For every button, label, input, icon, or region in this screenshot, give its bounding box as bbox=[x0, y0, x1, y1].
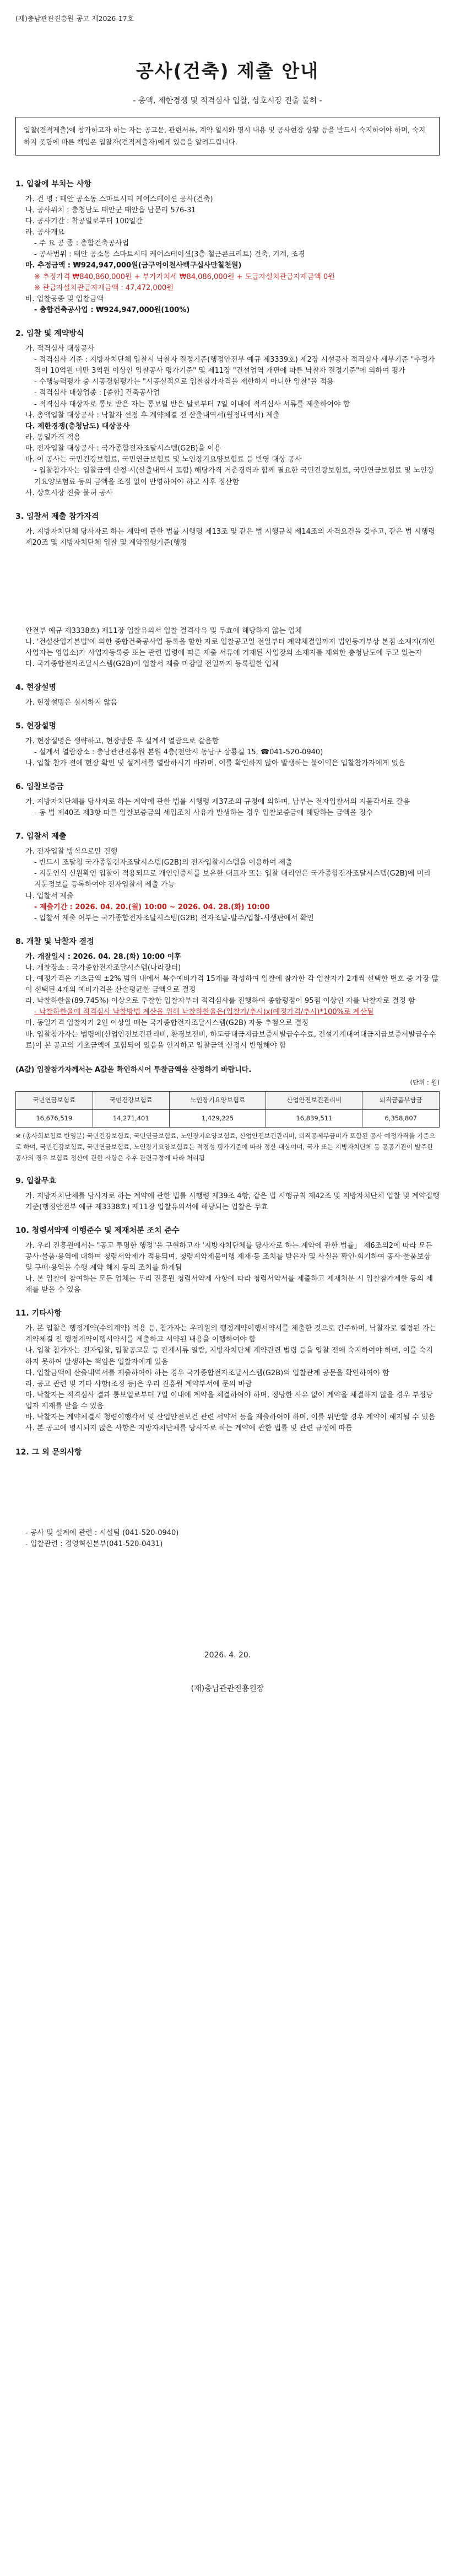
s11-item: 라. 공고 관련 및 기타 사항(조정 등)은 우리 진흥원 계약부서에 문의 바람 bbox=[25, 1380, 252, 1388]
table-header-cell: 국민연금보험료 bbox=[16, 1091, 93, 1109]
s10-item: 나. 본 입찰에 참여하는 모든 업체는 우리 진흥원 청렴서약제 사항에 따라 청렴서약서를 제출하고 제재처분 시 입찰참가제한 등의 제재를 받을 수 있음 bbox=[25, 1275, 433, 1295]
s1-item: 바. 입찰공종 및 입찰금액 bbox=[25, 294, 104, 303]
amount-remark: ※ (총사회보험료 반영분) 국민건강보험료, 국민연금보험료, 노인장기요양보험료, 산업안전보건관리비, 퇴직공제부금비가 포함된 공사 예정가격을 기준으로 하며, 국민건강보험료, 국민연금보험료, 노인장기요양보험료는 적정성 평가기준에 따라 정산 대상이며, 국가 또는 지방자치단체 등 공공기관이 발주한 공사의 경우 보험료 정산에 관한 사항은 추후 관련규정에 따라 처리됨 bbox=[15, 1132, 436, 1162]
s6-item: 가. 지방자치단체를 당사자로 하는 계약에 관한 법률 시행령 제37조의 규정에 의하며, 납부는 전자입찰서의 지불각서로 갈음 bbox=[25, 798, 410, 806]
s1-item: 나. 공사위치 : 충청남도 태안군 태안읍 남문리 576-31 bbox=[25, 206, 196, 214]
s11-item: 나. 입찰 참가자는 전자입찰, 입찰공고문 등 관계서류 열람, 지방자치단체 계약관련 법령 등을 입찰 전에 숙지하여야 하며, 이를 숙지하지 못하여 발생하는 책임은 입찰자에게 있음 bbox=[25, 1346, 433, 1366]
table-row bbox=[16, 1109, 440, 1128]
s2-item: - 입찰참가자는 입찰금액 산정 시(산출내역서 포함) 해당가격 거춘경력과 함께 필요한 국민건강보험료, 국민연금보험료 및 노인장기요양보험료 등의 금액을 조정 없이 반영하여야 하고 사후 정산함 bbox=[34, 466, 434, 486]
footer-org: (재)충남관관진흥원장 bbox=[191, 1684, 264, 1694]
table-header-cell: 국민건강보험료 bbox=[93, 1091, 170, 1109]
section-11-heading: 11. 기타사항 bbox=[15, 1309, 62, 1318]
section-6-heading: 6. 입찰보증금 bbox=[15, 782, 64, 792]
section-8-heading: 8. 개찰 및 낙찰자 결정 bbox=[15, 937, 94, 946]
s8-item: 라. 낙찰하한율(89.745%) 이상으로 투찰한 입찰자부터 적격심사를 진행하여 종합평점이 95점 이상인 자를 낙찰자로 결정 함 bbox=[25, 997, 415, 1006]
s1-item: - 주 요 공 종 : 총합건축공사업 bbox=[34, 239, 129, 248]
s4-item: 가. 현장설명은 실시하지 않음 bbox=[25, 699, 118, 707]
section-4-heading: 4. 현장설명 bbox=[15, 683, 57, 693]
s2-item: 다. 제한경쟁(충청남도) 대상공사 bbox=[25, 422, 130, 431]
s3-item: 나. '건설산업기본법'에 의한 종합건축공사업 등록을 할한 자로 입찰공고일 전일부터 계약체결일까지 법인등기부상 본점 소재지(개인사업자는 영업소)가 사업자등록증 또는 관련 법령에 따른 제출 서류에 기재된 사업장의 소재지를 제외한 충청남도에 두고 있는자 bbox=[25, 637, 436, 658]
s5-item: 나. 입찰 참가 전에 현장 확인 및 설계서를 열람하시기 바라며, 이를 확인하지 않아 발생하는 불이익은 입찰참가자에게 있음 bbox=[25, 759, 405, 768]
s1-item: ※ 관급자설치관급자재금액 : 47,472,000원 bbox=[34, 283, 174, 292]
s8-item: 다. 예정가격은 기초금액 ±2% 범위 내에서 복수예비가격 15개를 작성하여 입찰에 참가한 각 입찰자가 2개씩 선택한 번호 중 가장 많이 선택된 4개의 예비가격을 산술평균한 금액으로 결정 bbox=[25, 974, 439, 995]
table-header-cell: 퇴직금품부담금 bbox=[362, 1091, 440, 1109]
s11-item: 가. 본 입찰은 행정계약(수의계약) 적용 등, 참가자는 우리원의 행정계약이행서약서를 제출한 것으로 간주하며, 낙찰자로 결정된 자는 계약체결 전 행정계약이행서약서를 제출하고 서약된 내용을 이행하여야 함 bbox=[25, 1324, 436, 1344]
s11-item: 사. 본 공고에 명시되지 않은 사항은 지방자치단체를 당사자로 하는 계약에 관한 법률 및 관련 규정에 따름 bbox=[25, 1424, 353, 1433]
s8-item: 마. 동일가격 입찰자가 2인 이상일 때는 국가종합전자조달시스템(G2B) 자동 추첨으로 결정 bbox=[25, 1019, 308, 1028]
s11-item: 다. 입찰금액에 산출내역서를 제출하여야 하는 경우 국가종합전자조달시스템(G2B)의 입찰관계 공문을 확인하여야 함 bbox=[25, 1368, 389, 1377]
s1-item: - 총합건축공사업 : ₩924,947,000원(100%) bbox=[34, 306, 190, 315]
notice-box: 입찰(견적제출)에 참가하고자 하는 자는 공고문, 관련서류, 계약 일시와 명시 내용 및 공사현장 상황 등을 반드시 숙지하여야 하며, 숙지하지 못함에 따른 책임은 입찰자(견적제출자)에게 있음을 알려드립니다. bbox=[15, 117, 440, 155]
s7-item: 가. 전자입찰 방식으로만 진행 bbox=[25, 847, 118, 856]
amount-note-heading: (A값) 입찰참가자께서는 A값을 확인하시어 투찰금액을 산정하기 바랍니다. bbox=[15, 1065, 252, 1074]
s1-item: 가. 건 명 : 태안 공소동 스마트시티 케어스테이션 공사(건축) bbox=[25, 195, 213, 203]
s8-item: 나. 개찰장소 : 국가종합전자조달시스템(나라장터) bbox=[25, 963, 181, 972]
s2-item: 라. 동일가격 적용 bbox=[25, 433, 81, 442]
s2-item: 나. 총액입찰 대상공사 : 낙찰자 선정 후 계약체결 전 산출내역서(월정내역서) 제출 bbox=[25, 411, 280, 420]
s7-item: 나. 입찰서 제출 bbox=[25, 892, 74, 900]
s8-item: - 낙찰하한율에 적격심사 낙찰방법 계산을 위해 낙찰하한율은(입찰가/추시)x(예정가격/추시)*100%로 계산됨 bbox=[34, 1008, 374, 1017]
amount-table bbox=[15, 1091, 440, 1128]
table-cell: 6,358,807 bbox=[362, 1109, 440, 1128]
s11-item: 마. 낙찰자는 적격심사 결과 통보일로부터 7일 이내에 계약을 체결하여야 하며, 정당한 사유 없이 계약을 체결하지 않을 경우 부정당업자 제재를 받을 수 있음 bbox=[25, 1391, 433, 1411]
s7-item: - 제출기간 : 2026. 04. 20.(월) 10:00 ~ 2026. 04. 28.(화) 10:00 bbox=[34, 903, 270, 911]
footer-date: 2026. 4. 20. bbox=[204, 1650, 251, 1660]
table-header-cell: 노인장기요양보험료 bbox=[170, 1091, 266, 1109]
table-cell: 1,429,225 bbox=[170, 1109, 266, 1128]
s1-item: 라. 공사개요 bbox=[25, 228, 65, 237]
s8-item: 가. 개찰일시 : 2026. 04. 28.(화) 10:00 이후 bbox=[25, 952, 181, 961]
section-5-heading: 5. 현장설명 bbox=[15, 722, 57, 731]
table-cell: 16,839,511 bbox=[266, 1109, 362, 1128]
s2-item: 가. 적격심사 대상공사 bbox=[25, 344, 95, 353]
s1-item: ※ 추정가격 ₩840,860,000원 + 부가가치세 ₩84,086,000원 + 도급자설치관급자재금액 0원 bbox=[34, 272, 335, 281]
s11-item: 바. 낙찰자는 계약체결시 청렴이행각서 및 산업안전보건 관련 서약서 등을 제출하여야 하며, 이를 위반할 경우 계약이 해지될 수 있음 bbox=[25, 1413, 436, 1422]
s3-item: 가. 지방자치단체 당사자로 하는 계약에 관한 법률 시행령 제13조 및 같은 법 시행규칙 제14조의 자격요건을 갖추고, 같은 법 시행령 제20조 및 지방자치단체 입찰 및 계약집행기준(행정 bbox=[25, 527, 435, 547]
s2-item: - 적격심사 대상자로 통보 받은 자는 통보일 받은 날로부터 7일 이내에 적격심사 서류를 제출하여야 함 bbox=[34, 400, 350, 409]
s1-item: 마. 추정금액 : ₩924,947,000원(금구억이천사백구십사만칠천원) bbox=[25, 261, 242, 270]
section-2-heading: 2. 입찰 및 계약방식 bbox=[15, 329, 84, 339]
s2-item: - 수행능력평가 중 시공경험평가는 "시공실적으로 입찰참가자격을 제한하지 아니한 입찰"을 적용 bbox=[34, 378, 334, 387]
section-1-heading: 1. 입찰에 부치는 사항 bbox=[15, 179, 91, 189]
s2-item: 바. 이 공사는 국민건강보험료, 국민연금보험료 및 노인장기요양보험료 등 반영 대상 공사 bbox=[25, 455, 302, 464]
page-break-space bbox=[15, 549, 440, 626]
section-3-heading: 3. 입찰서 제출 참가자격 bbox=[15, 512, 99, 521]
page-subtitle: - 총액, 제한경쟁 및 적격심사 입찰, 상호시장 진출 불허 - bbox=[133, 96, 322, 105]
s10-item: 가. 우리 진흥원에서는 "공고 투명한 행정"을 구현하고자 '지방자치단체를 당사자로 하는 계약에 관한 법률」 제6조의2에 따라 모든 공사·물품·용역에 대하여 청렴서약제가 적용되며, 청렴계약제불이행 제재·등 조치를 받은자 및 사실을 확인·회기하여 공사·물품보상 및 구매·용역을 수행 계약 해지 등의 조치를 하게됨 bbox=[25, 1241, 433, 1273]
s7-item: - 입찰서 제출 여부는 국가종합전자조달시스템(G2B) 전자조달-발주/입찰-시생판에서 확인 bbox=[34, 914, 314, 922]
table-cell: 16,676,519 bbox=[16, 1109, 93, 1128]
table-header-row bbox=[16, 1091, 440, 1109]
page-title: 공사(건축) 제출 안내 bbox=[136, 60, 319, 82]
s3-item: 다. 국가종합전자조달시스템(G2B)에 입찰서 제출 마감일 전일까지 등록필한 업체 bbox=[25, 660, 279, 669]
table-cell: 14,271,401 bbox=[93, 1109, 170, 1128]
s5-item: - 설계서 열람장소 : 충남관관진흥원 본원 4층(천안시 동남구 삼룡길 15, ☎041-520-0940) bbox=[34, 748, 323, 757]
s5-item: 가. 현장설명은 생략하고, 현장방문 후 설계서 열람으로 갈음함 bbox=[25, 737, 219, 745]
s3-item: 안전부 예규 제3338호) 제11장 입찰유의서 입찰 결격사유 및 무효에 해당하지 않는 업체 bbox=[25, 626, 302, 635]
section-7-heading: 7. 입찰서 제출 bbox=[15, 832, 67, 841]
section-9-heading: 9. 입찰무효 bbox=[15, 1177, 57, 1186]
s2-item: - 적격심사 기준 : 지방자치단체 입찰시 낙찰자 결정기준(행정안전부 예규 제3339호) 제2장 시설공사 적격심사 세부기준 "추정가격이 10억원 미만 3억원 이상인 입찰공사 평가기준" 및 제11장 "건설업역 개편에 따른 낙찰자 결정기준"에 의하여 평가 bbox=[34, 356, 435, 375]
contact-line: - 공사 및 설계에 관련 : 시설팀 (041-520-0940) bbox=[25, 1529, 179, 1538]
table-header-cell: 산업안전보건관리비 bbox=[266, 1091, 362, 1109]
s1-item: - 공사범위 : 태안 공소동 스마트시티 케어스테이션(3층 철근콘크리트) 건축, 기계, 조경 bbox=[34, 250, 305, 259]
section-10-heading: 10. 청렴서약제 이행준수 및 제재처분 조치 준수 bbox=[15, 1226, 180, 1236]
section-12-heading: 12. 그 외 문의사항 bbox=[15, 1447, 82, 1457]
amount-unit: (단위 : 원) bbox=[410, 1078, 440, 1087]
s2-item: 마. 전자입찰 대상공사 : 국가종합전자조달시스템(G2B)을 이용 bbox=[25, 444, 221, 453]
issuer-line: (재)충남관관진흥원 공고 제2026-17호 bbox=[15, 14, 134, 23]
s2-item: 사. 상호시장 진출 불허 공사 bbox=[25, 489, 113, 497]
s9-item: 가. 지방자치단체를 당사자로 하는 계약에 관한 법률 시행령 제39조 4항, 같은 법 시행규칙 제42조 및 지방자치단체 입찰 및 계약집행기준(행정안전부 예규 제3338호) 제11장 입찰유의서에 해당되는 입찰은 무효 bbox=[25, 1192, 440, 1211]
s6-item: - 동 법 제40조 제3항 따른 입찰보증금의 세입조치 사유가 발생하는 경우 입찰보증금에 해당하는 금액을 징수 bbox=[34, 809, 373, 818]
s7-item: - 반드시 조달청 국가종합전자조달시스템(G2B)의 전자입찰시스템을 이용하여 제출 bbox=[34, 858, 292, 867]
s7-item: - 지문인식 신원확인 입찰이 적용되므로 개인인증서를 보유한 대표자 또는 입찰 대리인은 국가종합전자조달시스템(G2B)에 미리 지문정보를 등록하여야 전자입찰서 제출 가능 bbox=[34, 870, 431, 889]
s2-item: - 적격심사 대상업종 : [종합] 건축공사업 bbox=[34, 389, 160, 398]
s1-item: 다. 공사기간 : 착공일로부터 100일간 bbox=[25, 217, 143, 226]
s8-item: 바. 입찰참가자는 법령에(산업안전보건관리비, 환경보전비, 하도급대금지급보증서발급수수료, 건설기계대여대금지급보증서발급수수료)이 본 공고의 기초금액에 포함되어 있음을 인지하고 입찰금액 산정시 반영해야 함 bbox=[25, 1030, 436, 1050]
contact-line: - 입찰관련 : 경영혁신본부(041-520-0431) bbox=[25, 1540, 163, 1549]
